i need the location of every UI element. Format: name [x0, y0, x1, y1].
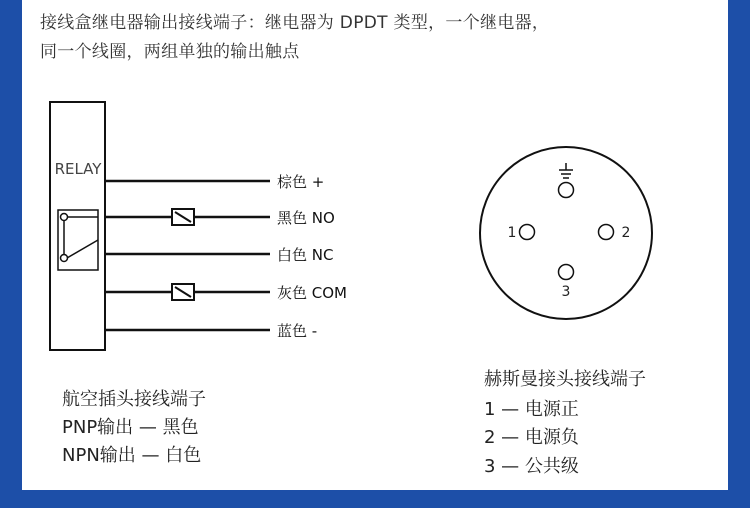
hirschmann-pin-2-desc: 2 — 电源负 [484, 427, 579, 448]
hirschmann-title: 赫斯曼接头接线端子 [484, 369, 646, 390]
hirschmann-pin-3-desc: 3 — 公共级 [484, 456, 579, 477]
wire-label-brown: 棕色 + [277, 173, 325, 191]
pin-2 [599, 225, 614, 240]
pin-2-label: 2 [621, 225, 631, 241]
wire-label-black: 黑色 NO [277, 209, 335, 227]
header-line-1: 接线盒继电器输出接线端子：继电器为 DPDT 类型，一个继电器， [40, 13, 550, 33]
header-line-2: 同一个线圈，两组单独的输出触点 [40, 42, 300, 62]
relay-label: RELAY [54, 160, 102, 178]
wire-label-white: 白色 NC [277, 246, 334, 264]
pin-1 [520, 225, 535, 240]
relay-wires [105, 181, 270, 330]
hirschmann-pin-1-desc: 1 — 电源正 [484, 399, 579, 420]
pin-ground [559, 183, 574, 198]
hirschmann-connector [480, 147, 652, 319]
wire-label-blue: 蓝色 - [277, 322, 318, 340]
aviation-plug-title: 航空插头接线端子 [62, 389, 206, 410]
pin-1-label: 1 [507, 225, 517, 241]
relay-switch-symbol [58, 210, 98, 270]
wire-label-gray: 灰色 COM [277, 284, 347, 302]
pin-3-label: 3 [561, 284, 571, 300]
pin-3 [559, 265, 574, 280]
aviation-plug-npn: NPN输出 — 白色 [62, 445, 202, 466]
aviation-plug-pnp: PNP输出 — 黑色 [62, 417, 199, 438]
